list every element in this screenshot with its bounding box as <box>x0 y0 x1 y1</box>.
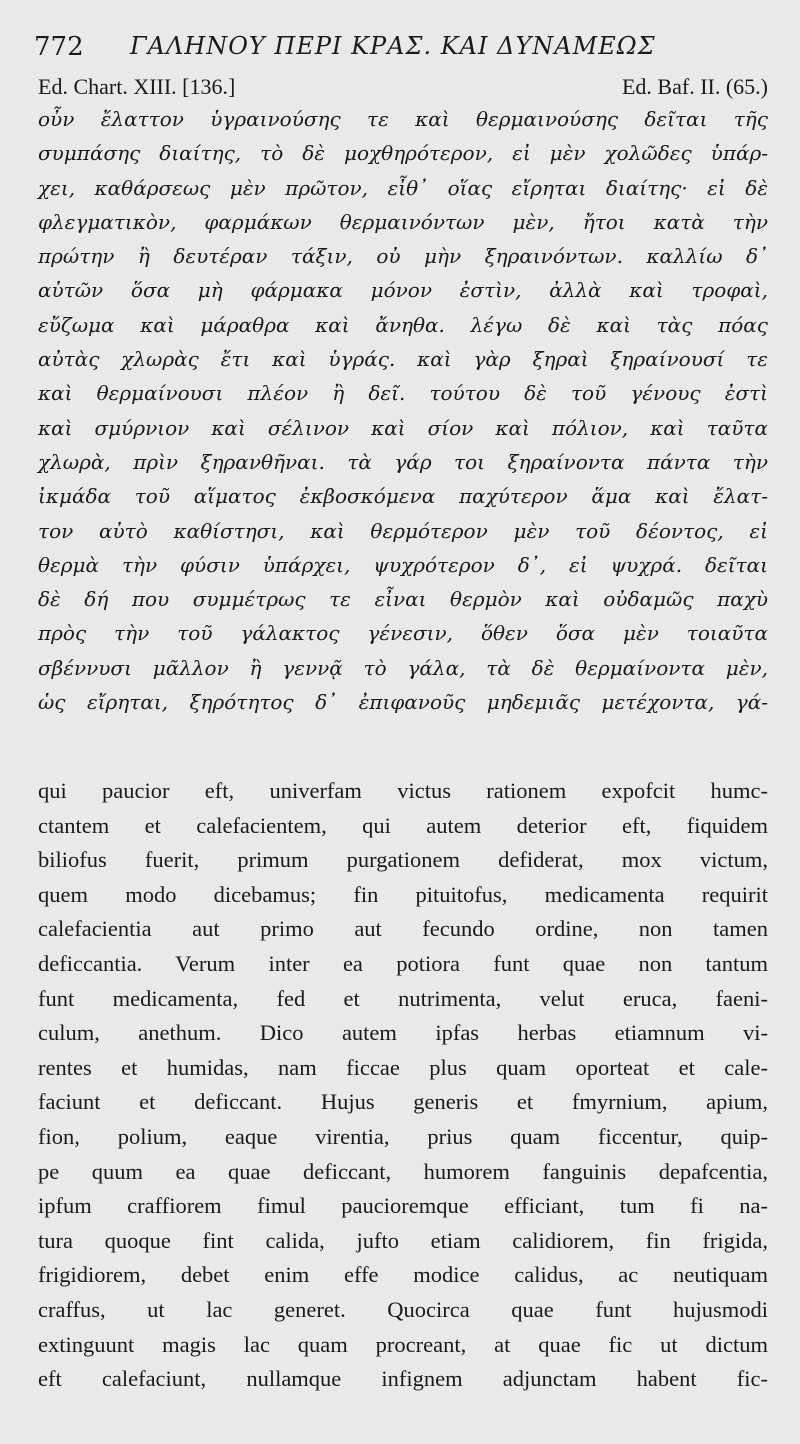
greek-text-line: αὐτὰς χλωρὰς ἔτι καὶ ὑγράς. καὶ γὰρ ξηραὶ ξηραίνουσί τε <box>38 347 768 372</box>
greek-text-line: σβέννυσι μᾶλλον ἢ γεννᾷ τὸ γάλα, τὰ δὲ θερμαίνοντα μὲν, <box>38 655 768 680</box>
page-header <box>34 26 774 64</box>
greek-text-line: συμπάσης διαίτης, τὸ δὲ μοχθηρότερον, εἰ μὲν χολῶδες ὑπάρ- <box>38 141 768 166</box>
latin-text-line: extinguunt magis lac quam procreant, at quae fic ut dictum <box>38 1331 768 1357</box>
greek-text-line: χει, καθάρσεως μὲν πρῶτον, εἶθ᾽ οἵας εἴρηται διαίτης· εἰ δὲ <box>38 175 768 200</box>
greek-text-line: ἰκμάδα τοῦ αἵματος ἐκβοσκόμενα παχύτερον ἅμα καὶ ἔλατ- <box>38 484 768 509</box>
latin-text-line: rentes et humidas, nam ficcae plus quam oporteat et cale- <box>38 1054 768 1080</box>
greek-text-line: τον αὐτὸ καθίστησι, καὶ θερμότερον μὲν τοῦ δέοντος, εἰ <box>38 518 768 543</box>
latin-text-line: frigidiorem, debet enim effe modice calidus, ac neutiquam <box>38 1262 768 1288</box>
latin-text-line: qui paucior eft, univerfam victus rationem expofcit humc- <box>38 778 768 803</box>
greek-text-line: εὔζωμα καὶ μάραθρα καὶ ἄνηθα. λέγω δὲ καὶ τὰς πόας <box>38 312 768 337</box>
greek-text-line: καὶ σμύρνιον καὶ σέλινον καὶ σίον καὶ πόλιον, καὶ ταῦτα <box>38 415 768 440</box>
greek-text-line: πρώτην ἢ δευτέραν τάξιν, οὐ μὴν ξηραινόντων. καλλίω δ᾽ <box>38 244 768 269</box>
greek-text-line: θερμὰ τὴν φύσιν ὑπάρχει, ψυχρότερον δ᾽, εἰ ψυχρά. δεῖται <box>38 552 768 577</box>
latin-text-line: culum, anethum. Dico autem ipfas herbas etiamnum vi- <box>38 1020 768 1046</box>
latin-text-line: deficcantia. Verum inter ea potiora funt quae non tantum <box>38 950 768 976</box>
latin-text-line: ctantem et calefacientem, qui autem deterior eft, fiquidem <box>38 812 768 838</box>
greek-text-line: πρὸς τὴν τοῦ γάλακτος γένεσιν, ὅθεν ὅσα μὲν τοιαῦτα <box>38 621 768 646</box>
greek-text-line: αὐτῶν ὅσα μὴ φάρμακα μόνον ἐστὶν, ἀλλὰ καὶ τροφαὶ, <box>38 278 768 303</box>
latin-text-line: ipfum craffiorem fimul paucioremque efficiant, tum fi na- <box>38 1193 768 1219</box>
latin-text-line: tura quoque fint calida, jufto etiam calidiorem, fin frigida, <box>38 1227 768 1253</box>
latin-text-line: quem modo dicebamus; fin pituitofus, medicamenta requirit <box>38 881 768 907</box>
latin-text-line: craffus, ut lac generet. Quocirca quae funt hujusmodi <box>38 1296 768 1322</box>
latin-text-block <box>38 774 768 1397</box>
latin-text-line: pe quum ea quae deficcant, humorem fanguinis depafcentia, <box>38 1158 768 1184</box>
latin-text-line: eft calefaciunt, nullamque infignem adjunctam habent fic- <box>38 1366 768 1392</box>
greek-text-line: δὲ δή που συμμέτρως τε εἶναι θερμὸν καὶ οὐδαμῶς παχὺ <box>38 587 768 612</box>
edition-reference-chartier: Ed. Chart. XIII. [136.] <box>38 74 236 99</box>
latin-text-line: faciunt et deficcant. Hujus generis et fmyrnium, apium, <box>38 1089 768 1115</box>
latin-text-line: fion, polium, eaque virentia, prius quam ficcentur, quip- <box>38 1123 768 1149</box>
edition-references <box>38 74 768 104</box>
edition-reference-basel: Ed. Baf. II. (65.) <box>621 74 768 99</box>
latin-text-line: biliofus fuerit, primum purgationem defiderat, mox victum, <box>38 847 768 873</box>
greek-text-block <box>38 102 768 719</box>
latin-text-line: calefacientia aut primo aut fecundo ordine, non tamen <box>38 916 768 942</box>
page-number: 772 <box>34 32 84 62</box>
running-title: ΓΑΛΗΝΟΥ ΠΕΡΙ ΚΡΑΣ. ΚΑΙ ΔΥΝΑΜΕΩΣ <box>130 32 656 60</box>
greek-text-line: ὡς εἴρηται, ξηρότητος δ᾽ ἐπιφανοῦς μηδεμιᾶς μετέχοντα, γά- <box>38 690 768 715</box>
greek-text-line: οὖν ἔλαττον ὑγραινούσης τε καὶ θερμαινούσης δεῖται τῆς <box>38 107 768 131</box>
greek-text-line: καὶ θερμαίνουσι πλέον ἢ δεῖ. τούτου δὲ τοῦ γένους ἐστὶ <box>38 381 768 406</box>
greek-text-line: χλωρὰ, πρὶν ξηρανθῆναι. τὰ γάρ τοι ξηραίνοντα πάντα τὴν <box>38 449 768 474</box>
greek-text-line: φλεγματικὸν, φαρμάκων θερμαινόντων μὲν, ἤτοι κατὰ τὴν <box>38 209 768 234</box>
latin-text-line: funt medicamenta, fed et nutrimenta, velut eruca, faeni- <box>38 985 768 1011</box>
